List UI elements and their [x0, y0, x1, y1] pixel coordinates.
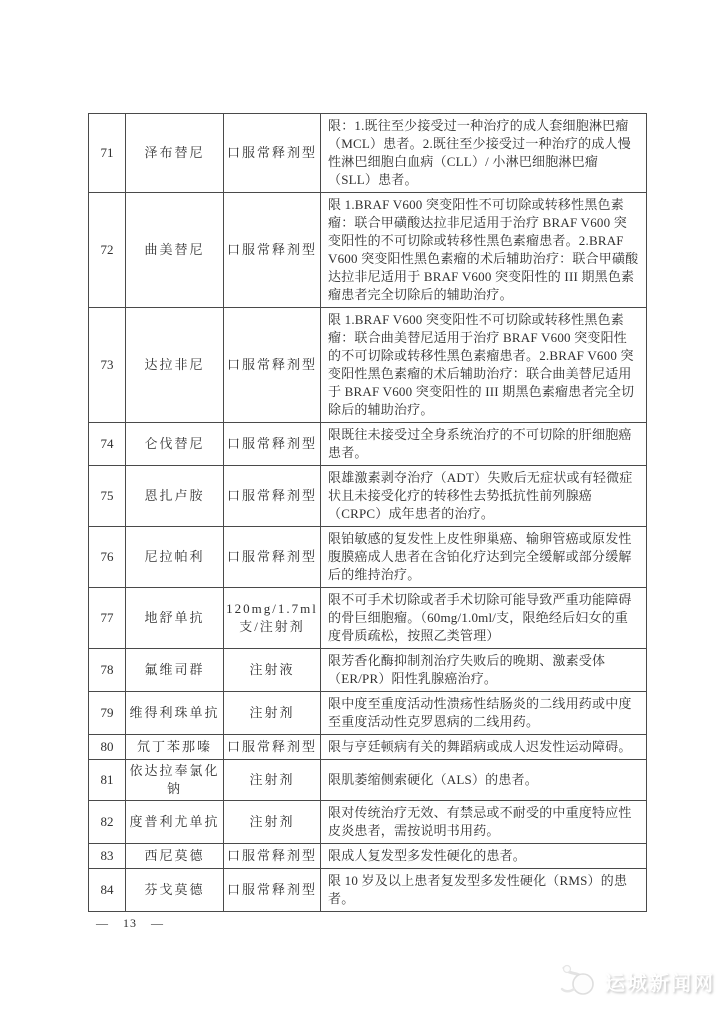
table-row	[89, 193, 647, 308]
table-row	[89, 114, 647, 193]
drug-restriction-table	[88, 113, 647, 912]
dosage-form: 120mg/1.7ml 支/注射剂	[224, 588, 321, 649]
row-number: 81	[89, 760, 126, 801]
restriction-text: 限 1.BRAF V600 突变阳性不可切除或转移性黑色素瘤：联合曲美替尼适用于治疗 BRAF V600 突变阳性的不可切除或转移性黑色素瘤患者。2.BRAF V600 突变阳性黑色素瘤的术后辅助治疗：联合曲美替尼适用于 BRAF V600 突变阳性的 III 期黑色素瘤患者完全切除后的辅助治疗。	[321, 308, 647, 423]
dosage-form: 口服常释剂型	[224, 527, 321, 588]
row-number: 73	[89, 308, 126, 423]
table-row	[89, 588, 647, 649]
drug-name: 泽布替尼	[126, 114, 224, 193]
row-number: 74	[89, 423, 126, 466]
restriction-text: 限芳香化酶抑制剂治疗失败后的晚期、激素受体（ER/PR）阳性乳腺癌治疗。	[321, 649, 647, 692]
restriction-text: 限 1.BRAF V600 突变阳性不可切除或转移性黑色素瘤：联合甲磺酸达拉非尼适用于治疗 BRAF V600 突变阳性的不可切除或转移性黑色素瘤患者。2.BRAF V600 突变阳性黑色素瘤的术后辅助治疗：联合甲磺酸达拉非尼适用于 BRAF V600 突变阳性的 III 期黑色素瘤患者完全切除后的辅助治疗。	[321, 193, 647, 308]
page-number: — 13 —	[96, 916, 164, 930]
restriction-text: 限不可手术切除或者手术切除可能导致严重功能障碍的骨巨细胞瘤。（60mg/1.0ml/支，限绝经后妇女的重度骨质疏松，按照乙类管理）	[321, 588, 647, 649]
dosage-form: 注射剂	[224, 692, 321, 735]
drug-name: 西尼莫德	[126, 844, 224, 869]
restriction-text: 限肌萎缩侧索硬化（ALS）的患者。	[321, 760, 647, 801]
row-number: 84	[89, 869, 126, 912]
row-number: 80	[89, 735, 126, 760]
dosage-form: 口服常释剂型	[224, 869, 321, 912]
watermark	[558, 963, 715, 999]
restriction-text: 限：1.既往至少接受过一种治疗的成人套细胞淋巴瘤（MCL）患者。2.既往至少接受过一种治疗的成人慢性淋巴细胞白血病（CLL）/ 小淋巴细胞淋巴瘤（SLL）患者。	[321, 114, 647, 193]
dosage-form: 口服常释剂型	[224, 735, 321, 760]
dosage-form: 口服常释剂型	[224, 308, 321, 423]
dosage-form: 注射剂	[224, 801, 321, 844]
restriction-text: 限对传统治疗无效、有禁忌或不耐受的中重度特应性皮炎患者，需按说明书用药。	[321, 801, 647, 844]
drug-name: 氘丁苯那嗪	[126, 735, 224, 760]
dosage-form: 口服常释剂型	[224, 423, 321, 466]
drug-name: 芬戈莫德	[126, 869, 224, 912]
drug-name: 仑伐替尼	[126, 423, 224, 466]
row-number: 82	[89, 801, 126, 844]
table-row	[89, 466, 647, 527]
row-number: 78	[89, 649, 126, 692]
table-row	[89, 423, 647, 466]
restriction-text: 限与亨廷顿病有关的舞蹈病或成人迟发性运动障碍。	[321, 735, 647, 760]
table-row	[89, 527, 647, 588]
row-number: 83	[89, 844, 126, 869]
drug-name: 依达拉奉氯化钠	[126, 760, 224, 801]
watermark-text: 运城新闻网	[605, 972, 715, 995]
table-row	[89, 844, 647, 869]
restriction-text: 限中度至重度活动性溃疡性结肠炎的二线用药或中度至重度活动性克罗恩病的二线用药。	[321, 692, 647, 735]
row-number: 77	[89, 588, 126, 649]
table-row	[89, 735, 647, 760]
restriction-text: 限铂敏感的复发性上皮性卵巢癌、输卵管癌或原发性腹膜癌成人患者在含铂化疗达到完全缓解或部分缓解后的维持治疗。	[321, 527, 647, 588]
drug-name: 曲美替尼	[126, 193, 224, 308]
drug-name: 尼拉帕利	[126, 527, 224, 588]
restriction-text: 限雄激素剥夺治疗（ADT）失败后无症状或有轻微症状且未接受化疗的转移性去势抵抗性前列腺癌（CRPC）成年患者的治疗。	[321, 466, 647, 527]
drug-name: 恩扎卢胺	[126, 466, 224, 527]
dosage-form: 注射液	[224, 649, 321, 692]
drug-name: 氟维司群	[126, 649, 224, 692]
table-row	[89, 692, 647, 735]
table-row	[89, 869, 647, 912]
drug-name: 维得利珠单抗	[126, 692, 224, 735]
drug-name: 地舒单抗	[126, 588, 224, 649]
dosage-form: 口服常释剂型	[224, 466, 321, 527]
restriction-text: 限 10 岁及以上患者复发型多发性硬化（RMS）的患者。	[321, 869, 647, 912]
row-number: 76	[89, 527, 126, 588]
row-number: 75	[89, 466, 126, 527]
drug-name: 达拉非尼	[126, 308, 224, 423]
restriction-text: 限成人复发型多发性硬化的患者。	[321, 844, 647, 869]
dosage-form: 注射剂	[224, 760, 321, 801]
drug-name: 度普利尤单抗	[126, 801, 224, 844]
table-row	[89, 760, 647, 801]
row-number: 71	[89, 114, 126, 193]
row-number: 72	[89, 193, 126, 308]
dosage-form: 口服常释剂型	[224, 844, 321, 869]
row-number: 79	[89, 692, 126, 735]
table-row	[89, 801, 647, 844]
yuncheng-news-logo-icon	[558, 963, 600, 999]
dosage-form: 口服常释剂型	[224, 193, 321, 308]
table-row	[89, 308, 647, 423]
restriction-text: 限既往未接受过全身系统治疗的不可切除的肝细胞癌患者。	[321, 423, 647, 466]
table-row	[89, 649, 647, 692]
dosage-form: 口服常释剂型	[224, 114, 321, 193]
